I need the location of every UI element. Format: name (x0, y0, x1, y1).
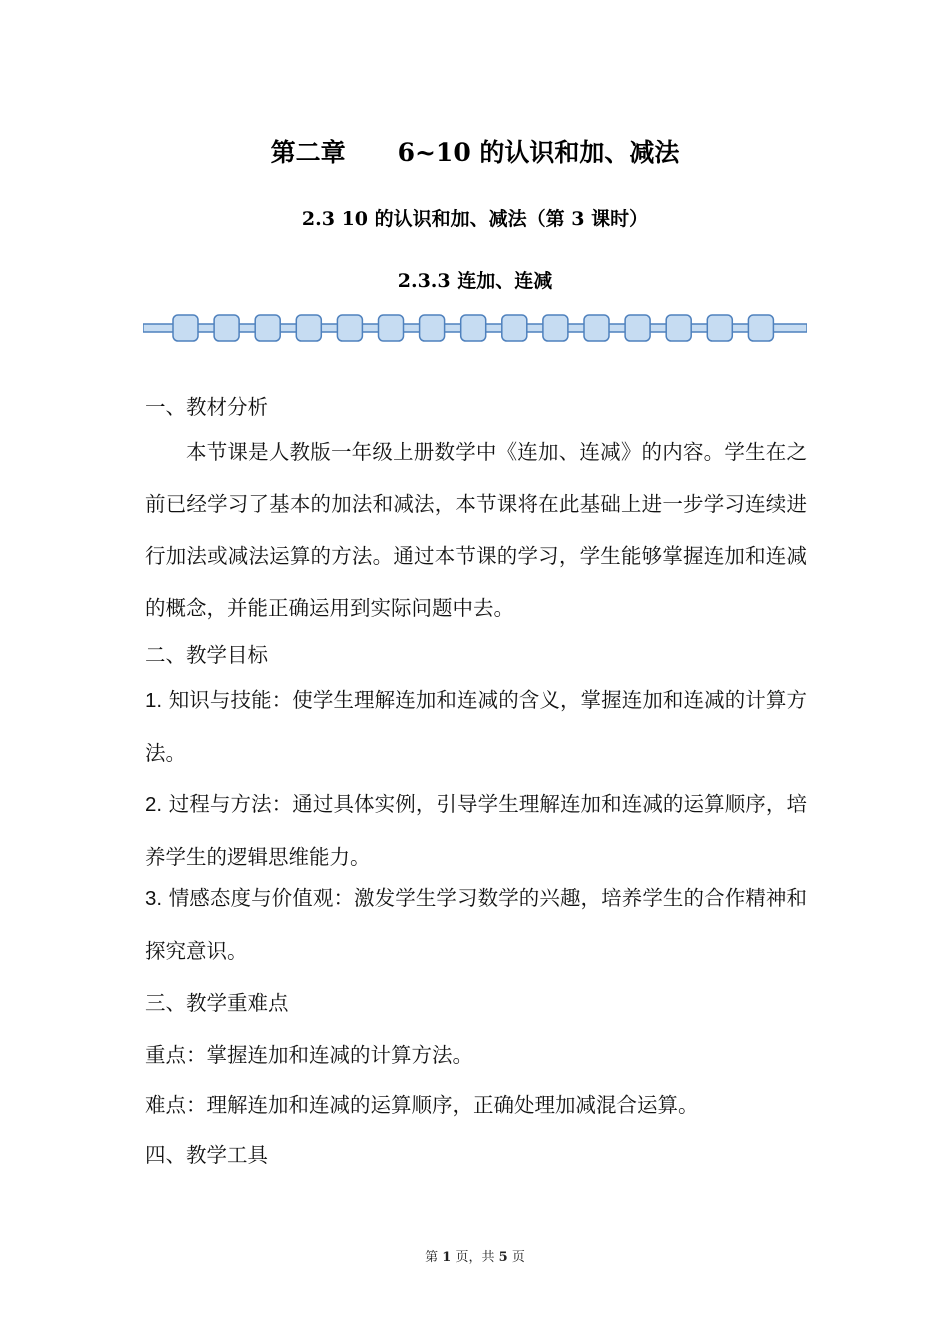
subsection-title: 2.3.3 连加、连减 (397, 270, 553, 292)
goal-3-number: 3. (145, 887, 163, 910)
divider-bead (543, 315, 568, 341)
footer-prefix: 第 (425, 1250, 439, 1265)
key-point: 重点：掌握连加和连减的计算方法。 (145, 1043, 473, 1067)
heading-goals: 二、教学目标 (145, 643, 268, 667)
goal-1 (145, 674, 807, 779)
goal-3-text: 情感态度与价值观：激发学生学习数学的兴趣，培养学生的合作精神和探究意识。 (145, 886, 807, 963)
footer-mid: 页，共 (455, 1250, 495, 1265)
footer-total-pages: 5 (498, 1250, 508, 1265)
goal-1-text: 知识与技能：使学生理解连加和连减的含义，掌握连加和连减的计算方法。 (145, 688, 807, 765)
divider-bead (379, 315, 404, 341)
divider-bead (461, 315, 486, 341)
divider-bead (173, 315, 198, 341)
goal-3 (145, 872, 807, 977)
chapter-name: 6~10 的认识和加、减法 (397, 138, 680, 167)
goal-1-number: 1. (145, 689, 163, 712)
section-title: 2.3 10 的认识和加、减法（第 3 课时） (301, 208, 649, 230)
divider-bead (707, 315, 732, 341)
goal-2-text: 过程与方法：通过具体实例，引导学生理解连加和连减的运算顺序，培养学生的逻辑思维能力。 (145, 792, 807, 869)
difficult-point: 难点：理解连加和连减的运算顺序，正确处理加减混合运算。 (145, 1093, 699, 1117)
divider-bead (255, 315, 280, 341)
divider-bead (337, 315, 362, 341)
divider-bead (296, 315, 321, 341)
divider-bead (584, 315, 609, 341)
divider-bead (420, 315, 445, 341)
divider-bead (748, 315, 773, 341)
heading-analysis: 一、教材分析 (145, 395, 268, 419)
divider-bead (666, 315, 691, 341)
heading-tools: 四、教学工具 (145, 1143, 268, 1167)
page-footer (0, 1246, 950, 1265)
heading-key-points: 三、教学重难点 (145, 991, 289, 1015)
footer-suffix: 页 (511, 1250, 525, 1265)
chapter-title (0, 133, 950, 169)
divider-bead (625, 315, 650, 341)
bead-divider (143, 312, 807, 344)
goal-2-number: 2. (145, 793, 163, 816)
chapter-label: 第二章 (270, 138, 346, 167)
goal-2 (145, 778, 807, 883)
footer-page-number: 1 (442, 1250, 452, 1265)
analysis-paragraph: 本节课是人教版一年级上册数学中《连加、连减》的内容。学生在之前已经学习了基本的加法和减法，本节课将在此基础上进一步学习连续进行加法或减法运算的方法。通过本节课的学习，学生能够掌握连加和连减的概念，并能正确运用到实际问题中去。 (145, 440, 807, 620)
divider-bead (502, 315, 527, 341)
divider-bead (214, 315, 239, 341)
